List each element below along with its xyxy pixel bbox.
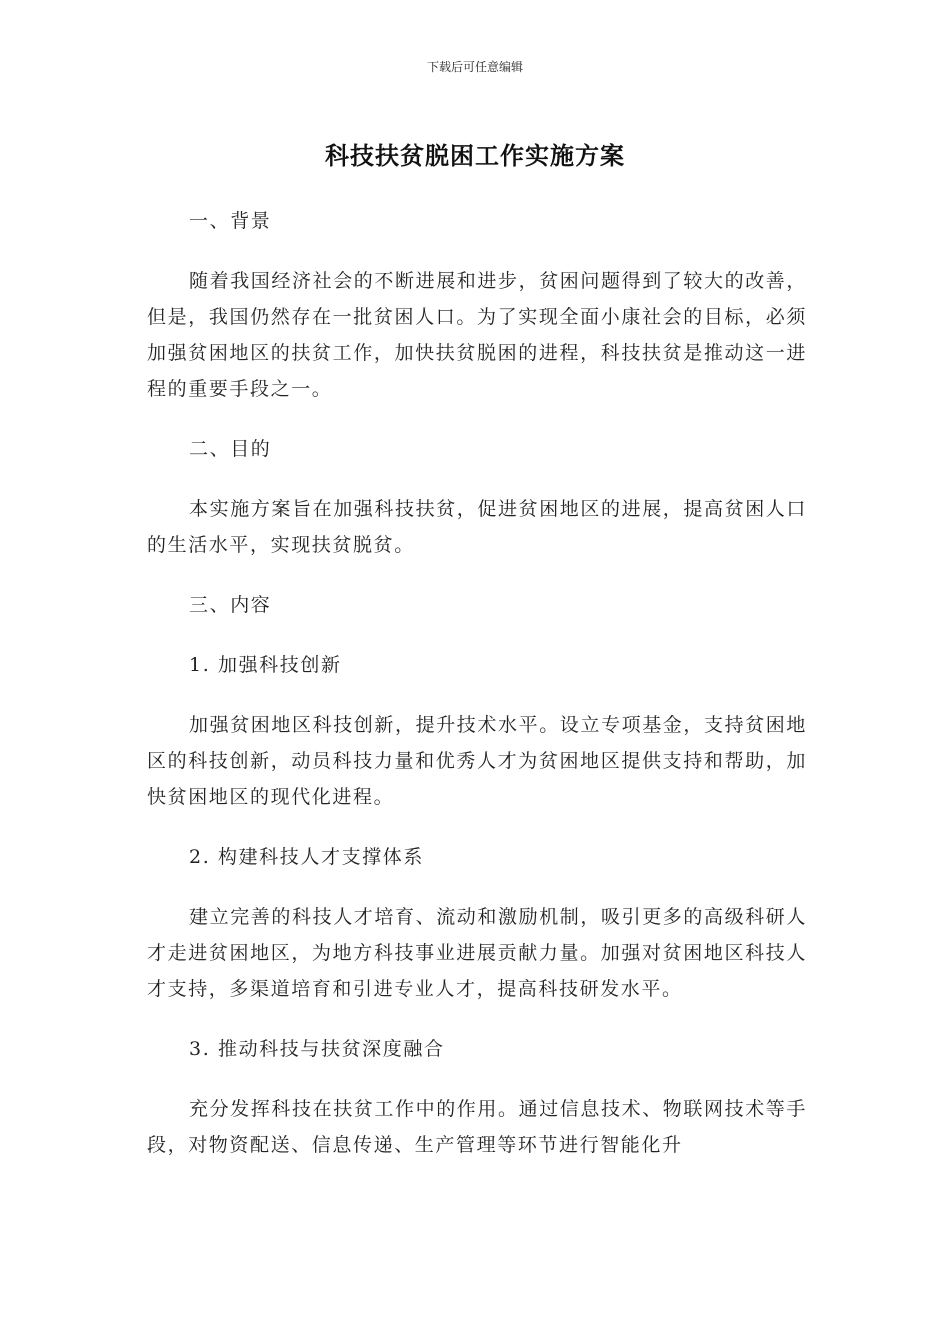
header-note: 下载后可任意编辑 <box>426 60 523 74</box>
paragraph-innovation: 加强贫困地区科技创新，提升技术水平。设立专项基金，支持贫困地区的科技创新，动员科技力量和优秀人才为贫困地区提供支持和帮助，加快贫困地区的现代化进程。 <box>147 714 808 808</box>
paragraph-integration: 充分发挥科技在扶贫工作中的作用。通过信息技术、物联网技术等手段，对物资配送、信息传递、生产管理等环节进行智能化升 <box>147 1098 808 1156</box>
subsection-heading-innovation: 1. 加强科技创新 <box>189 654 342 676</box>
subsection-heading-integration: 3. 推动科技与扶贫深度融合 <box>189 1038 445 1060</box>
section-heading-purpose: 二、目的 <box>189 438 272 460</box>
document-body <box>147 203 807 1187</box>
section-heading-background: 一、背景 <box>189 210 272 232</box>
paragraph-purpose: 本实施方案旨在加强科技扶贫，促进贫困地区的进展，提高贫困人口的生活水平，实现扶贫脱贫。 <box>147 498 808 556</box>
subsection-heading-talent: 2. 构建科技人才支撑体系 <box>189 846 424 868</box>
paragraph-talent: 建立完善的科技人才培育、流动和激励机制，吸引更多的高级科研人才走进贫困地区，为地方科技事业进展贡献力量。加强对贫困地区科技人才支持，多渠道培育和引进专业人才，提高科技研发水平。 <box>147 906 808 1000</box>
paragraph-background: 随着我国经济社会的不断进展和进步，贫困问题得到了较大的改善，但是，我国仍然存在一批贫困人口。为了实现全面小康社会的目标，必须加强贫困地区的扶贫工作，加快扶贫脱困的进程，科技扶贫是推动这一进程的重要手段之一。 <box>147 270 808 400</box>
section-heading-content: 三、内容 <box>189 594 272 616</box>
document-title: 科技扶贫脱困工作实施方案 <box>325 142 625 170</box>
